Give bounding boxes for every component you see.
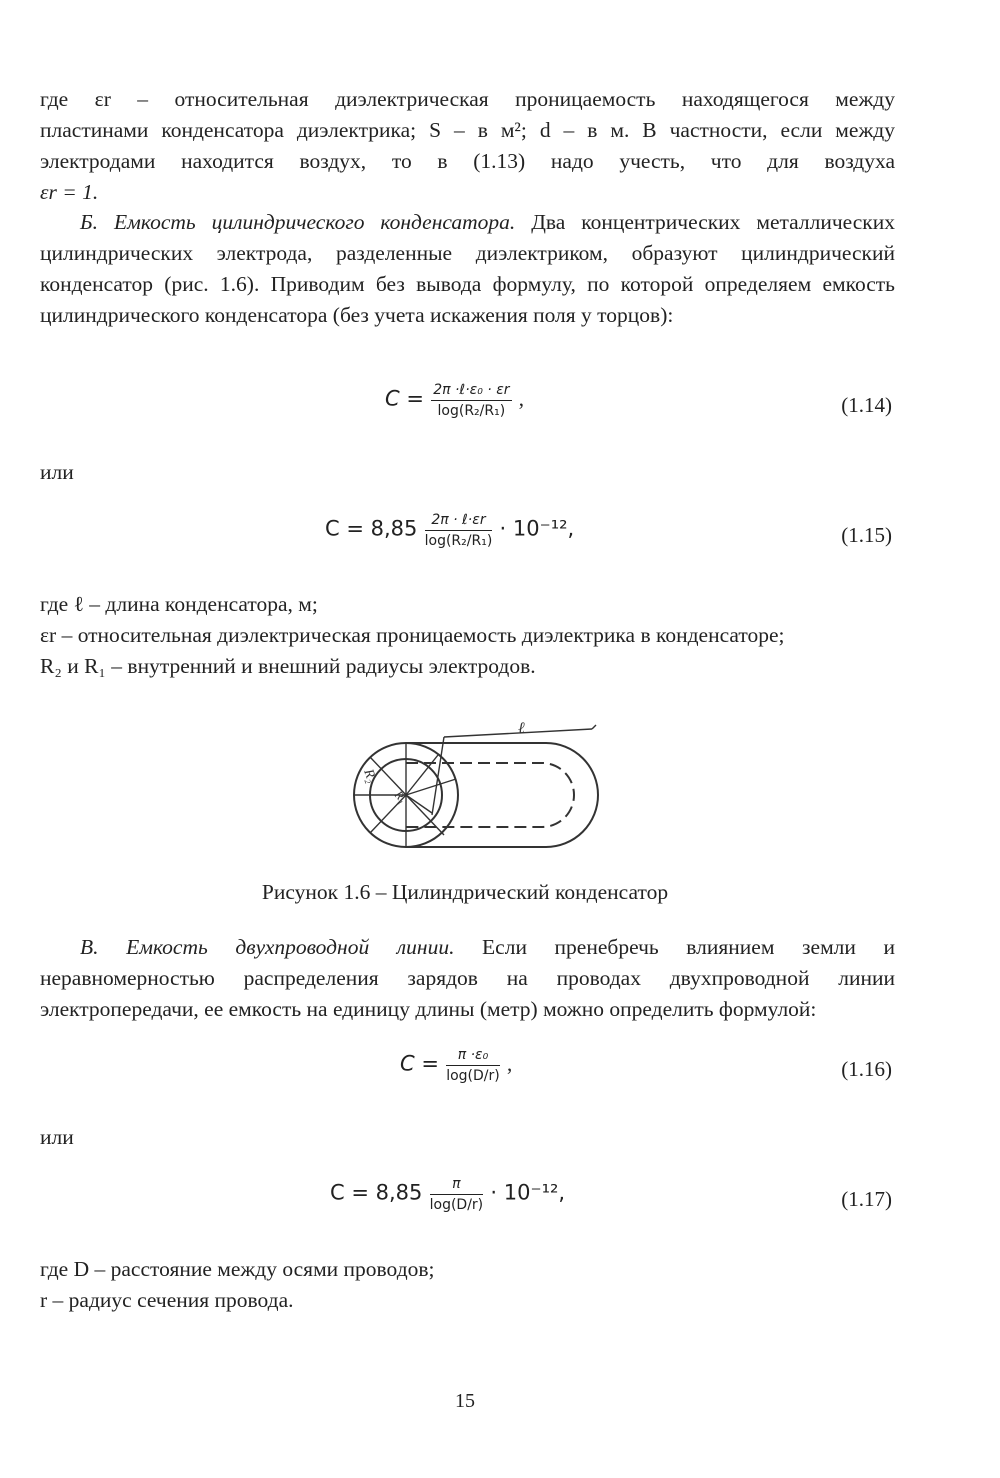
intro-paragraph <box>40 84 895 208</box>
definition-line: где D – расстояние между осями проводов; <box>40 1257 435 1281</box>
intro-line: где εr – относительная диэлектрическая проницаемость находящегося между <box>40 87 895 111</box>
page-number: 15 <box>455 1390 475 1412</box>
eq17-lhs: C = 8,85 <box>330 1180 423 1205</box>
eq15-denominator: log(R₂/R₁) <box>424 533 493 549</box>
definition-line: εr – относительная диэлектрическая проницаемость диэлектрика в конденсаторе; <box>40 623 785 647</box>
eq17-number: (1.17) <box>841 1187 892 1211</box>
or-word-1: или <box>40 460 74 484</box>
intro-line: εr = 1. <box>40 180 99 204</box>
eq15-lhs: C = 8,85 <box>325 516 418 541</box>
eq15-fraction <box>425 512 493 549</box>
eq17-tail: · 10⁻¹², <box>490 1180 566 1205</box>
intro-line: пластинами конденсатора диэлектрика; S – в м²; d – в м. В частности, если между <box>40 118 895 142</box>
eq14-lhs: C = <box>385 386 424 411</box>
label-r2: R₂ <box>360 767 379 785</box>
eq15-number: (1.15) <box>841 523 892 547</box>
eq17-denominator: log(D/r) <box>429 1197 484 1213</box>
definitions-b <box>40 589 920 682</box>
section-b-body: Два концентрических металлических цилиндрических электрода, разделенные диэлектриком, образуют цилиндрический конденсатор (рис. 1.6). Приводим без вывода формулу, по которой определяем емкость цилиндрического конденсатора (без учета искажения поля у торцов): <box>40 210 896 327</box>
eq15-numerator: 2π · ℓ·εr <box>425 512 493 531</box>
eq14-tail: , <box>518 386 525 411</box>
eq17-fraction <box>430 1176 484 1213</box>
eq16-number: (1.16) <box>841 1057 892 1081</box>
label-length: ℓ <box>518 720 525 737</box>
inner-electrode-dashed <box>406 763 574 827</box>
figure-caption: Рисунок 1.6 – Цилиндрический конденсатор <box>261 880 669 904</box>
equation-1-14 <box>385 382 524 419</box>
eq16-lhs: C = <box>400 1051 439 1076</box>
section-b-title: Б. Емкость цилиндрического конденсатора. <box>80 210 516 234</box>
label-r1: R₁ <box>391 787 410 806</box>
eq14-numerator: 2π ·ℓ·ε₀ · εr <box>431 382 511 401</box>
equation-1-17 <box>330 1176 565 1213</box>
section-v-title: В. Емкость двухпроводной линии. <box>80 935 455 959</box>
definition-line: r – радиус сечения провода. <box>40 1288 294 1312</box>
equation-1-15 <box>325 512 574 549</box>
definition-line: где ℓ – длина конденсатора, м; <box>40 592 318 616</box>
equation-1-16 <box>400 1047 512 1084</box>
eq15-tail: · 10⁻¹², <box>499 516 575 541</box>
section-b-paragraph <box>40 207 895 331</box>
eq16-denominator: log(D/r) <box>446 1068 500 1084</box>
eq17-numerator: π <box>430 1176 484 1195</box>
or-word-2: или <box>40 1125 74 1149</box>
eq16-fraction <box>446 1047 500 1084</box>
definition-line: R₂ и R₁ – внутренний и внешний радиусы электродов. <box>40 654 536 678</box>
eq14-number: (1.14) <box>841 393 892 417</box>
eq14-fraction <box>431 382 511 419</box>
eq16-tail: , <box>506 1051 513 1076</box>
section-v-paragraph <box>40 932 895 1025</box>
intro-line: электродами находится воздух, то в (1.13) надо учесть, что для воздуха <box>40 149 895 173</box>
eq14-denominator: log(R₂/R₁) <box>437 403 506 419</box>
section-v-body: Если пренебречь влиянием земли и неравномерностью распределения зарядов на проводах двухпроводной линии электропередачи, ее емкость на единицу длины (метр) можно определить формулой: <box>40 935 895 1021</box>
definitions-v <box>40 1254 920 1316</box>
eq16-numerator: π ·ε₀ <box>446 1047 500 1066</box>
cylindrical-capacitor-figure <box>320 715 620 875</box>
